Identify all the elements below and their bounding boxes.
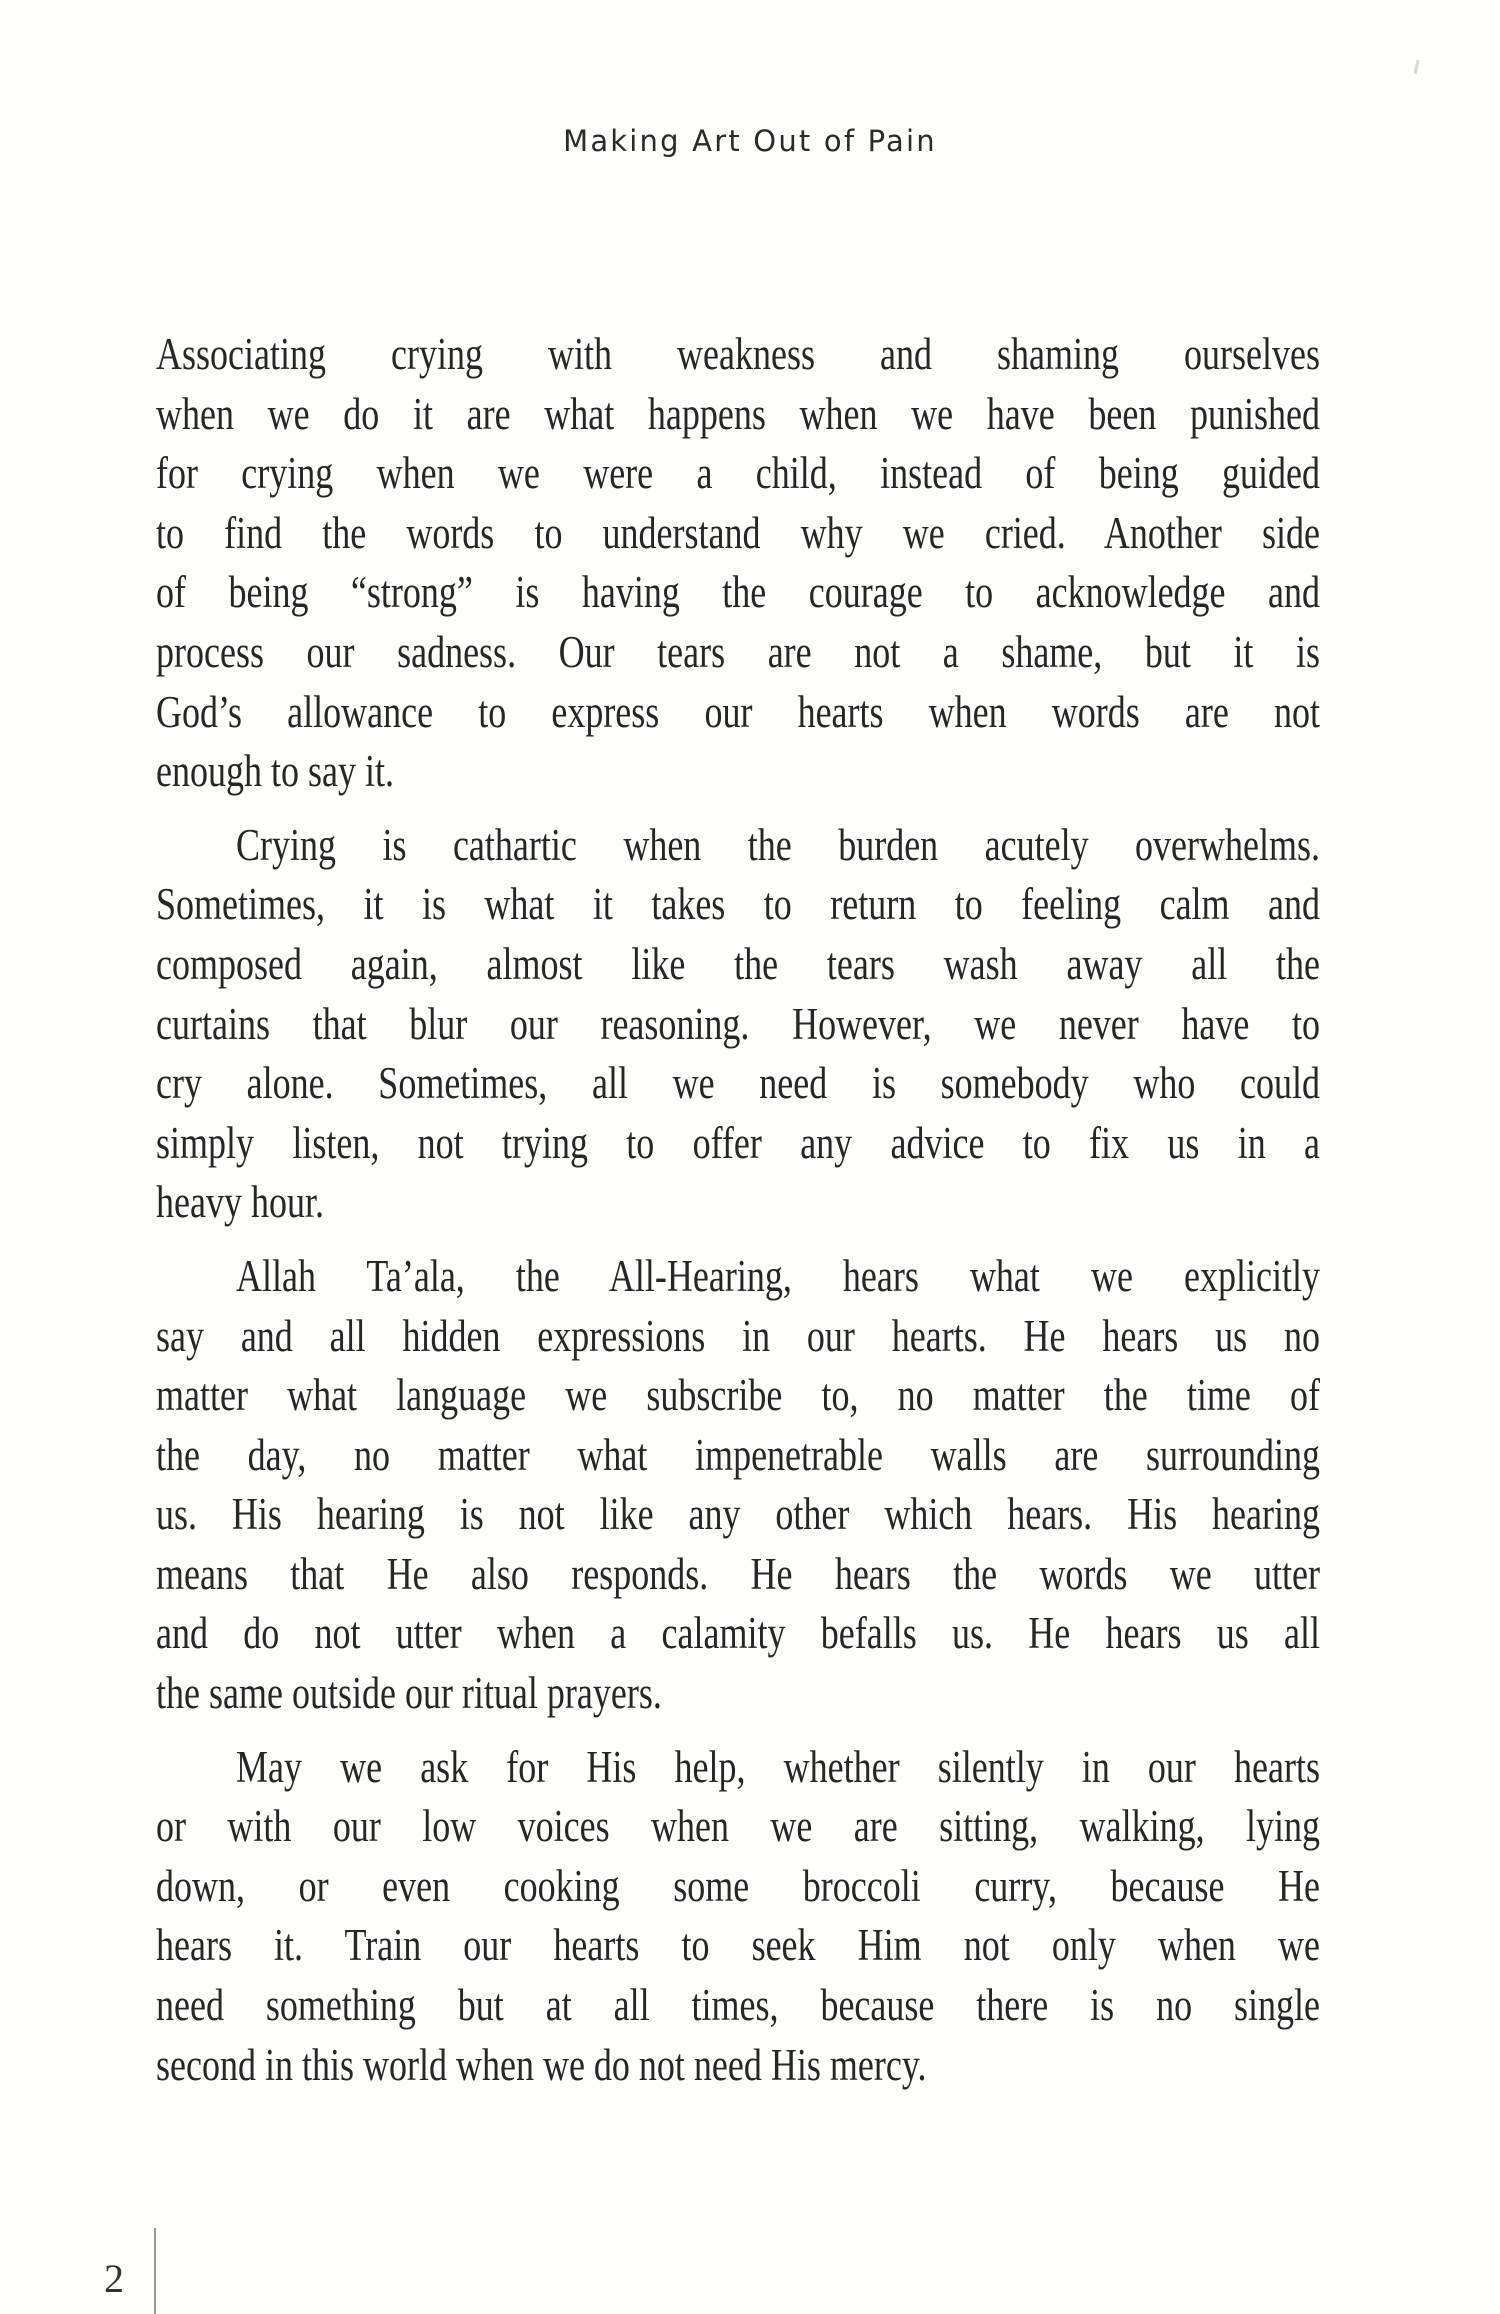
- text-line-content: Crying is cathartic when the burden acutely overwhelms.: [236, 819, 1320, 870]
- text-line-content: means that He also responds. He hears the words we utter: [156, 1548, 1320, 1599]
- text-line: [156, 816, 1320, 876]
- text-line-content: God’s allowance to express our hearts when words are not: [156, 686, 1320, 737]
- text-line-content: matter what language we subscribe to, no matter the time of: [156, 1370, 1320, 1421]
- text-line-content: process our sadness. Our tears are not a shame, but it is: [156, 626, 1320, 677]
- text-line-content: or with our low voices when we are sitting, walking, lying: [156, 1801, 1320, 1852]
- body-text: [156, 325, 1320, 2095]
- folio-rule: [154, 2228, 156, 2314]
- text-line: [156, 875, 1320, 935]
- text-line: [156, 1485, 1320, 1545]
- text-line-content: heavy hour.: [156, 1177, 324, 1228]
- text-line: [156, 1545, 1320, 1605]
- text-line: [156, 1307, 1320, 1367]
- page-number: 2: [104, 2256, 124, 2301]
- text-line: [156, 1604, 1320, 1664]
- text-line-content: when we do it are what happens when we have been punished: [156, 388, 1320, 439]
- text-line-content: cry alone. Sometimes, all we need is somebody who could: [156, 1058, 1320, 1109]
- running-head: Making Art Out of Pain: [563, 124, 937, 158]
- text-line-content: the day, no matter what impenetrable walls are surrounding: [156, 1429, 1320, 1480]
- text-line-content: to find the words to understand why we cried. Another side: [156, 507, 1320, 558]
- text-line: [156, 1916, 1320, 1976]
- text-line: [156, 1173, 1320, 1233]
- text-line-content: second in this world when we do not need His mercy.: [156, 2039, 927, 2090]
- text-line: [156, 325, 1320, 385]
- text-line-content: us. His hearing is not like any other which hears. His hearing: [156, 1489, 1320, 1540]
- text-line-content: and do not utter when a calamity befalls us. He hears us all: [156, 1608, 1320, 1659]
- text-line-content: May we ask for His help, whether silently in our hearts: [236, 1741, 1320, 1792]
- text-line-content: enough to say it.: [156, 746, 394, 797]
- text-line-content: the same outside our ritual prayers.: [156, 1668, 662, 1719]
- text-line: [156, 742, 1320, 802]
- text-line-content: composed again, almost like the tears wash away all the: [156, 938, 1320, 989]
- text-line: [156, 2036, 1320, 2096]
- text-line: [156, 504, 1320, 564]
- text-line: [156, 935, 1320, 995]
- text-line: [156, 385, 1320, 445]
- text-line-content: say and all hidden expressions in our hearts. He hears us no: [156, 1310, 1320, 1361]
- text-line-content: curtains that blur our reasoning. However, we never have to: [156, 998, 1320, 1049]
- text-line: [156, 1664, 1320, 1724]
- paragraph: [156, 816, 1320, 1233]
- text-line: [156, 623, 1320, 683]
- text-line-content: Allah Ta’ala, the All-Hearing, hears what we explicitly: [236, 1250, 1320, 1301]
- text-line: [156, 1366, 1320, 1426]
- text-line: [156, 1797, 1320, 1857]
- text-line: [156, 683, 1320, 743]
- text-line: [156, 1738, 1320, 1798]
- text-line-content: for crying when we were a child, instead of being guided: [156, 448, 1320, 499]
- text-line-content: simply listen, not trying to offer any advice to fix us in a: [156, 1117, 1320, 1168]
- text-line: [156, 444, 1320, 504]
- text-line: [156, 1247, 1320, 1307]
- text-line-content: hears it. Train our hearts to seek Him not only when we: [156, 1920, 1320, 1971]
- paragraph: [156, 1247, 1320, 1724]
- paragraph: [156, 1738, 1320, 2096]
- text-line: [156, 995, 1320, 1055]
- scan-artifact: [1414, 60, 1420, 74]
- text-line: [156, 1426, 1320, 1486]
- text-line-content: down, or even cooking some broccoli curry, because He: [156, 1860, 1320, 1911]
- text-line: [156, 1857, 1320, 1917]
- text-line-content: Sometimes, it is what it takes to return to feeling calm and: [156, 879, 1320, 930]
- paragraph: [156, 325, 1320, 802]
- text-line-content: need something but at all times, because there is no single: [156, 1980, 1320, 2031]
- text-line: [156, 1054, 1320, 1114]
- text-line-content: Associating crying with weakness and shaming ourselves: [156, 329, 1320, 379]
- text-line: [156, 1114, 1320, 1174]
- text-line-content: of being “strong” is having the courage to acknowledge and: [156, 567, 1320, 618]
- text-line: [156, 563, 1320, 623]
- text-line: [156, 1976, 1320, 2036]
